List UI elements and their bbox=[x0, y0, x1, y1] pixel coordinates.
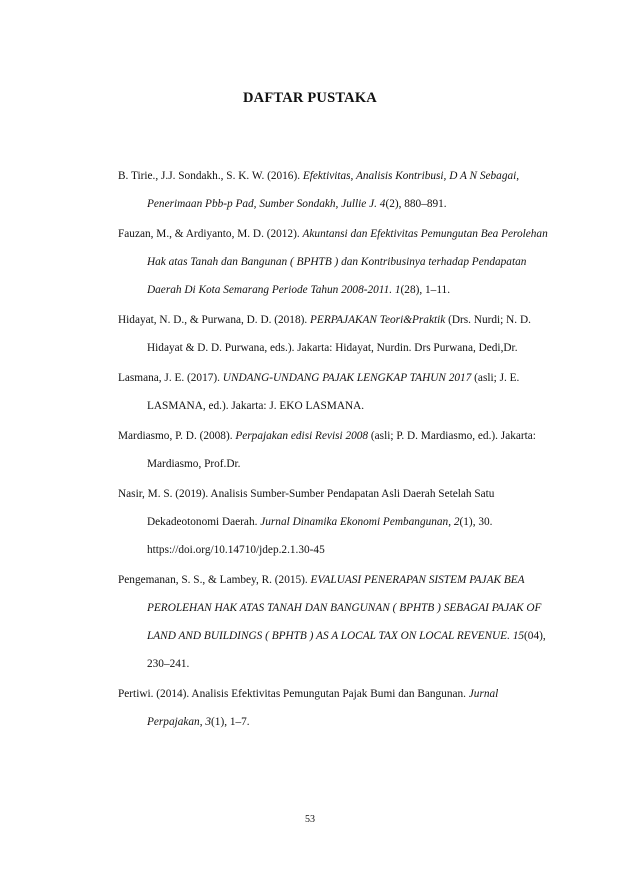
reference-text: (1), 1–7. bbox=[211, 716, 250, 728]
reference-italic-text: PERPAJAKAN Teori&Praktik bbox=[310, 314, 446, 326]
reference-text: , bbox=[199, 716, 206, 728]
reference-text: (Drs. Nurdi; N. D. Hidayat & D. D. Purwana, eds.). Jakarta: Hidayat, Nurdin. Drs Purwana, Dedi,Dr. bbox=[147, 314, 531, 354]
reference-text: (28), 1–11. bbox=[400, 284, 451, 296]
reference-italic-text: Perpajakan edisi Revisi 2008 bbox=[235, 430, 369, 442]
reference-text: Mardiasmo, P. D. (2008). bbox=[118, 430, 236, 442]
reference-italic-text: Akuntansi dan Efektivitas Pemungutan Bea Perolehan Hak atas Tanah dan Bangunan ( BPHTB ) dan Kontribusinya terhadap Pendapatan Daerah Di Kota Semarang Periode Tahun 2008-2011. 1 bbox=[147, 228, 548, 296]
reference-italic-text: EVALUASI PENERAPAN SISTEM PAJAK BEA PEROLEHAN HAK ATAS TANAH DAN BANGUNAN ( BPHTB ) SEBAGAI PAJAK OF LAND AND BUILDINGS ( BPHTB ) AS A LOCAL TAX ON LOCAL REVENUE. 15 bbox=[147, 574, 542, 642]
reference-text: Pengemanan, S. S., & Lambey, R. (2015). bbox=[118, 574, 311, 586]
reference-entry bbox=[118, 422, 548, 478]
reference-italic-text: Efektivitas, Analisis Kontribusi, D A N Sebagai, Penerimaan Pbb-p Pad, Sumber Sondakh, Jullie J. 4 bbox=[147, 170, 520, 210]
reference-text: (1), 30. https://doi.org/10.14710/jdep.2.1.30-45 bbox=[147, 516, 493, 556]
reference-text: Hidayat, N. D., & Purwana, D. D. (2018). bbox=[118, 314, 311, 326]
reference-text: Lasmana, J. E. (2017). bbox=[118, 372, 223, 384]
reference-entry bbox=[118, 162, 548, 218]
reference-entry bbox=[118, 680, 548, 736]
page-title: DAFTAR PUSTAKA bbox=[243, 90, 377, 106]
reference-entry bbox=[118, 480, 548, 564]
page-number: 53 bbox=[305, 814, 315, 825]
reference-text: (2), 880–891. bbox=[385, 198, 447, 210]
reference-list bbox=[118, 162, 548, 738]
reference-italic-text: Jurnal Perpajakan bbox=[147, 688, 499, 728]
reference-entry bbox=[118, 566, 548, 678]
reference-text: B. Tirie., J.J. Sondakh., S. K. W. (2016). bbox=[118, 170, 303, 182]
reference-text: Nasir, M. S. (2019). Analisis Sumber-Sumber Pendapatan Asli Daerah Setelah Satu Dekadeotonomi Daerah. bbox=[118, 488, 495, 528]
reference-italic-text: Jurnal Dinamika Ekonomi Pembangunan bbox=[260, 516, 449, 528]
reference-italic-text: 2 bbox=[453, 516, 460, 528]
reference-text: , bbox=[448, 516, 454, 528]
reference-text: (04), 230–241. bbox=[147, 630, 546, 670]
reference-entry bbox=[118, 220, 548, 304]
reference-entry bbox=[118, 306, 548, 362]
reference-text: Fauzan, M., & Ardiyanto, M. D. (2012). bbox=[118, 228, 303, 240]
reference-text: (asli; J. E. LASMANA, ed.). Jakarta: J. EKO LASMANA. bbox=[147, 372, 520, 412]
reference-text: Pertiwi. (2014). Analisis Efektivitas Pemungutan Pajak Bumi dan Bangunan. bbox=[118, 688, 469, 700]
reference-text: (asli; P. D. Mardiasmo, ed.). Jakarta: Mardiasmo, Prof.Dr. bbox=[147, 430, 536, 470]
reference-italic-text: 3 bbox=[205, 716, 212, 728]
reference-entry bbox=[118, 364, 548, 420]
reference-italic-text: UNDANG-UNDANG PAJAK LENGKAP TAHUN 2017 bbox=[222, 372, 472, 384]
